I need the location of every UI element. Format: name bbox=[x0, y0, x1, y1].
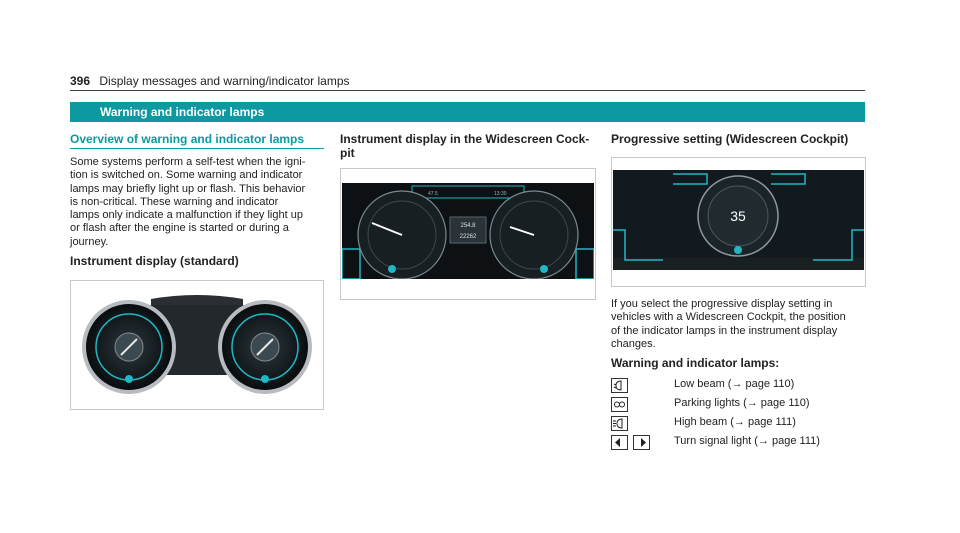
standard-cluster-illustration bbox=[81, 291, 313, 399]
high-beam-label: High beam (→ page 111) bbox=[674, 416, 796, 428]
header-title: Display messages and warning/indicator lamps bbox=[99, 74, 350, 88]
odometer-value: 22262 bbox=[459, 234, 477, 240]
page-number: 396 bbox=[70, 74, 91, 88]
overview-line: lamps may briefly light up or flash. This behavior bbox=[70, 182, 306, 195]
header-rule bbox=[70, 90, 865, 91]
overview-line: Some systems perform a self-test when the igni- bbox=[70, 156, 306, 168]
overview-line: tion is switched on. Some warning and indicator bbox=[70, 169, 303, 182]
progressive-cluster-figure bbox=[611, 157, 866, 287]
widescreen-cluster-figure bbox=[340, 168, 596, 300]
top-readout-right: 13:30 bbox=[494, 191, 507, 197]
overview-title: Overview of warning and indicator lamps bbox=[70, 132, 305, 146]
turn-signal-left-icon bbox=[611, 435, 628, 450]
progressive-paragraph bbox=[611, 298, 871, 351]
progressive-line: changes. bbox=[611, 337, 656, 350]
overview-line: journey. bbox=[70, 235, 109, 248]
progressive-indicator-dot bbox=[734, 246, 742, 254]
right-indicator-dot bbox=[261, 375, 269, 383]
widescreen-title-line: Instrument display in the Widescreen Cock- bbox=[340, 132, 590, 146]
turn-signal-right-icon bbox=[633, 435, 650, 450]
left-indicator-dot bbox=[125, 375, 133, 383]
right-lamp-indicator bbox=[540, 265, 548, 273]
section-banner bbox=[70, 102, 865, 122]
low-beam-label: Low beam (→ page 110) bbox=[674, 378, 795, 390]
overview-line: is non-critical. These warning and indicator bbox=[70, 195, 279, 208]
top-readout-left: 47.5 bbox=[428, 191, 438, 197]
left-lamp-indicator bbox=[388, 265, 396, 273]
progressive-line: vehicles with a Widescreen Cockpit, the position bbox=[611, 311, 846, 324]
section-banner-title: Warning and indicator lamps bbox=[100, 105, 265, 119]
low-beam-icon bbox=[611, 378, 628, 393]
overview-paragraph bbox=[70, 156, 330, 249]
standard-cluster-figure bbox=[70, 280, 324, 410]
high-beam-icon bbox=[611, 416, 628, 431]
parking-lights-icon bbox=[611, 397, 628, 412]
progressive-line: of the indicator lamps in the instrument display bbox=[611, 324, 838, 337]
overview-line: or flash after the engine is started or during a bbox=[70, 222, 289, 235]
progressive-speed: 35 bbox=[730, 208, 746, 224]
parking-lights-label: Parking lights (→ page 110) bbox=[674, 397, 810, 409]
progressive-title: Progressive setting (Widescreen Cockpit) bbox=[611, 132, 849, 146]
widescreen-title bbox=[340, 132, 589, 160]
overview-line: lamps only indicate a malfunction if they light up bbox=[70, 209, 303, 222]
standard-title: Instrument display (standard) bbox=[70, 254, 239, 268]
progressive-line: If you select the progressive display setting in bbox=[611, 298, 833, 310]
trip-value: 254.8 bbox=[460, 223, 476, 229]
running-header bbox=[70, 74, 350, 88]
widescreen-title-line: pit bbox=[340, 146, 355, 160]
turn-signal-label: Turn signal light (→ page 111) bbox=[674, 435, 820, 447]
lamp-list-title: Warning and indicator lamps: bbox=[611, 356, 780, 370]
progressive-cluster-illustration bbox=[613, 170, 864, 270]
widescreen-cluster-illustration bbox=[342, 183, 594, 279]
overview-rule bbox=[70, 148, 324, 149]
